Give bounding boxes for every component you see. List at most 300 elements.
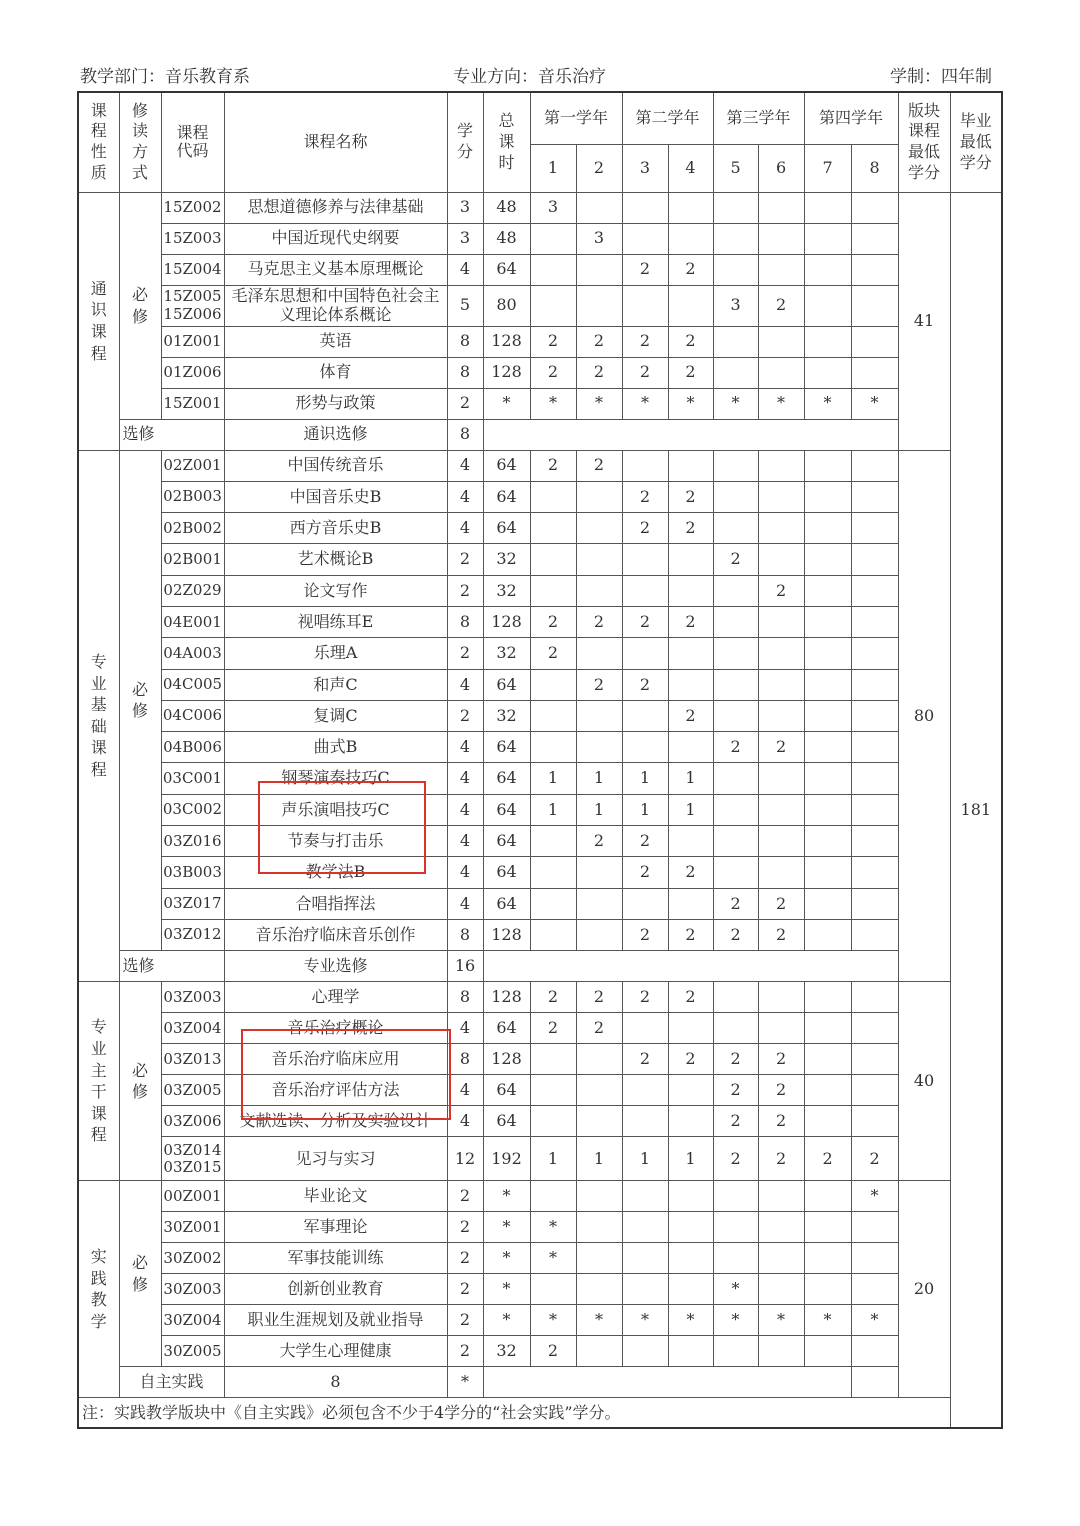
semester-hours: 3 — [530, 192, 576, 223]
semester-hours — [622, 638, 668, 669]
semester-hours — [804, 450, 851, 481]
table-row — [78, 763, 1002, 794]
course-code: 04A003 — [161, 638, 224, 669]
semester-hours — [622, 1075, 668, 1106]
semester-hours — [622, 888, 668, 919]
table-row — [78, 254, 1002, 285]
semester-hours — [530, 857, 576, 888]
semester-hours — [851, 357, 898, 388]
semester-hours — [851, 732, 898, 763]
table-row — [78, 1075, 1002, 1106]
course-code: 30Z004 — [161, 1305, 224, 1336]
semester-hours — [668, 888, 713, 919]
course-code: 03C001 — [161, 763, 224, 794]
semester-hours: * — [530, 1243, 576, 1274]
course-code: 15Z003 — [161, 223, 224, 254]
course-code: 02B001 — [161, 544, 224, 575]
col-header-semester: 2 — [576, 144, 622, 192]
semester-hours: 1 — [668, 1137, 713, 1181]
course-hours: 32 — [483, 544, 530, 575]
semester-hours — [576, 575, 622, 606]
course-name: 中国音乐史B — [224, 481, 447, 512]
semester-hours — [576, 544, 622, 575]
semester-hours — [530, 285, 576, 326]
semester-hours — [530, 1274, 576, 1305]
course-name: 论文写作 — [224, 575, 447, 606]
semester-hours: 2 — [668, 326, 713, 357]
semester-hours — [758, 223, 804, 254]
course-code: 30Z002 — [161, 1243, 224, 1274]
semester-hours — [713, 1181, 758, 1212]
course-hours: 192 — [483, 1137, 530, 1181]
semester-hours — [576, 1075, 622, 1106]
empty-cell — [483, 419, 898, 450]
table-row — [78, 794, 1002, 825]
course-code: 02Z001 — [161, 450, 224, 481]
semester-hours: 2 — [622, 669, 668, 700]
col-header-semester: 4 — [668, 144, 713, 192]
table-row — [78, 638, 1002, 669]
semester-hours — [851, 1013, 898, 1044]
semester-hours — [713, 826, 758, 857]
semester-hours: 2 — [713, 544, 758, 575]
course-name: 节奏与打击乐 — [224, 826, 447, 857]
semester-hours: 2 — [576, 669, 622, 700]
table-row — [78, 575, 1002, 606]
semester-hours — [804, 732, 851, 763]
course-name: 英语 — [224, 326, 447, 357]
table-row — [78, 357, 1002, 388]
col-header-block-min — [898, 92, 950, 192]
semester-hours: * — [622, 1305, 668, 1336]
semester-hours: * — [804, 388, 851, 419]
semester-hours — [758, 1274, 804, 1305]
course-hours: * — [483, 388, 530, 419]
semester-hours: * — [668, 1305, 713, 1336]
semester-hours — [668, 575, 713, 606]
course-credit: 4 — [447, 857, 483, 888]
course-hours: 128 — [483, 357, 530, 388]
semester-hours — [622, 223, 668, 254]
semester-hours — [804, 982, 851, 1013]
semester-hours — [851, 326, 898, 357]
semester-hours: 2 — [622, 826, 668, 857]
semester-hours — [851, 794, 898, 825]
semester-hours — [622, 575, 668, 606]
course-name: 视唱练耳E — [224, 606, 447, 637]
semester-hours: 2 — [576, 357, 622, 388]
course-name: 曲式B — [224, 732, 447, 763]
course-name: 军事理论 — [224, 1212, 447, 1243]
semester-hours: 2 — [622, 326, 668, 357]
table-row — [78, 1137, 1002, 1181]
semester-hours — [804, 254, 851, 285]
semester-hours — [576, 1044, 622, 1075]
semester-hours — [713, 1336, 758, 1367]
semester-hours — [804, 700, 851, 731]
semester-hours — [622, 285, 668, 326]
col-header-semester: 1 — [530, 144, 576, 192]
course-hours: 32 — [483, 575, 530, 606]
course-credit: 4 — [447, 888, 483, 919]
semester-hours: * — [758, 388, 804, 419]
table-row — [78, 951, 1002, 982]
course-code: 03Z012 — [161, 919, 224, 950]
semester-hours: * — [530, 1212, 576, 1243]
semester-hours — [713, 223, 758, 254]
semester-hours — [851, 763, 898, 794]
semester-hours: 2 — [622, 254, 668, 285]
block-min-credit: 80 — [898, 450, 950, 982]
mode-elective: 选修 — [119, 951, 224, 982]
semester-hours — [804, 513, 851, 544]
course-hours: 64 — [483, 857, 530, 888]
semester-hours — [758, 192, 804, 223]
col-header-credit-text: 学分 — [456, 121, 473, 162]
semester-hours — [804, 192, 851, 223]
course-credit: 8 — [447, 919, 483, 950]
semester-hours — [758, 1336, 804, 1367]
semester-hours: 1 — [576, 1137, 622, 1181]
semester-hours — [804, 1181, 851, 1212]
semester-hours — [713, 700, 758, 731]
course-hours: 64 — [483, 888, 530, 919]
course-credit: 4 — [447, 794, 483, 825]
semester-hours: * — [851, 1181, 898, 1212]
semester-hours — [668, 1274, 713, 1305]
semester-hours — [622, 1274, 668, 1305]
col-header-mode-text: 修读方式 — [131, 100, 148, 183]
semester-hours: 1 — [622, 1137, 668, 1181]
course-code: 02Z029 — [161, 575, 224, 606]
section-nature — [78, 982, 119, 1181]
semester-hours — [622, 192, 668, 223]
mode-required-text: 必修 — [131, 679, 148, 721]
table-row — [78, 1212, 1002, 1243]
course-hours: 64 — [483, 481, 530, 512]
table-row — [78, 1243, 1002, 1274]
course-credit: 2 — [447, 388, 483, 419]
course-hours: * — [483, 1274, 530, 1305]
course-hours: 64 — [483, 254, 530, 285]
semester-hours — [622, 544, 668, 575]
semester-hours — [804, 763, 851, 794]
col-header-code-text: 课程代码 — [176, 122, 209, 161]
semester-hours — [576, 638, 622, 669]
course-name: 见习与实习 — [224, 1137, 447, 1181]
course-code: 03Z017 — [161, 888, 224, 919]
course-hours: 128 — [483, 982, 530, 1013]
semester-hours: 2 — [668, 254, 713, 285]
course-name: 通识选修 — [224, 419, 447, 450]
semester-hours — [668, 669, 713, 700]
semester-hours: * — [576, 388, 622, 419]
table-row — [78, 1336, 1002, 1367]
semester-hours — [668, 1106, 713, 1137]
semester-hours: 2 — [758, 919, 804, 950]
table-row — [78, 1305, 1002, 1336]
semester-hours: 2 — [713, 1044, 758, 1075]
semester-hours — [576, 285, 622, 326]
semester-hours: 2 — [668, 357, 713, 388]
course-hours: 64 — [483, 763, 530, 794]
col-header-year: 第二学年 — [622, 92, 713, 144]
col-header-year: 第一学年 — [530, 92, 622, 144]
table-row — [78, 1106, 1002, 1137]
semester-hours: 3 — [713, 285, 758, 326]
course-name: 音乐治疗概论 — [224, 1013, 447, 1044]
semester-hours: 2 — [758, 1075, 804, 1106]
semester-hours: 1 — [576, 794, 622, 825]
semester-hours — [804, 1336, 851, 1367]
semester-hours — [851, 223, 898, 254]
semester-hours — [851, 1243, 898, 1274]
course-credit: 4 — [447, 1075, 483, 1106]
semester-hours — [576, 1106, 622, 1137]
course-hours: 32 — [483, 1336, 530, 1367]
semester-hours — [713, 1013, 758, 1044]
course-hours: * — [483, 1181, 530, 1212]
semester-hours — [758, 1243, 804, 1274]
semester-hours — [713, 513, 758, 544]
semester-hours — [576, 1336, 622, 1367]
course-credit: 4 — [447, 1013, 483, 1044]
empty-cell — [483, 1367, 851, 1398]
semester-hours — [530, 1181, 576, 1212]
course-credit: 2 — [447, 575, 483, 606]
semester-hours — [530, 223, 576, 254]
course-code: 03C002 — [161, 794, 224, 825]
course-code: 04C005 — [161, 669, 224, 700]
semester-hours — [851, 1106, 898, 1137]
semester-hours: 2 — [530, 1336, 576, 1367]
semester-hours: 1 — [530, 794, 576, 825]
semester-hours — [851, 857, 898, 888]
semester-hours — [713, 982, 758, 1013]
course-code: 03Z013 — [161, 1044, 224, 1075]
course-hours: 128 — [483, 1044, 530, 1075]
section-nature — [78, 1181, 119, 1398]
course-name: 音乐治疗评估方法 — [224, 1075, 447, 1106]
table-row — [78, 419, 1002, 450]
col-header-grad-min — [950, 92, 1002, 192]
course-name: 复调C — [224, 700, 447, 731]
course-credit: 2 — [447, 1243, 483, 1274]
semester-hours: 1 — [622, 763, 668, 794]
semester-hours: 2 — [530, 606, 576, 637]
course-credit: 2 — [447, 544, 483, 575]
semester-hours — [576, 888, 622, 919]
semester-hours — [530, 732, 576, 763]
course-name: 中国近现代史纲要 — [224, 223, 447, 254]
course-hours: * — [447, 1367, 483, 1398]
semester-hours: 2 — [804, 1137, 851, 1181]
semester-hours: * — [668, 388, 713, 419]
course-name: 马克思主义基本原理概论 — [224, 254, 447, 285]
course-code: 01Z001 — [161, 326, 224, 357]
table-row — [78, 285, 1002, 326]
col-header-year: 第四学年 — [804, 92, 898, 144]
table-row — [78, 982, 1002, 1013]
table-row — [78, 669, 1002, 700]
course-name: 艺术概论B — [224, 544, 447, 575]
course-code: 15Z004 — [161, 254, 224, 285]
semester-hours: 2 — [576, 826, 622, 857]
semester-hours: 2 — [668, 700, 713, 731]
col-header-mode — [119, 92, 161, 192]
semester-hours — [851, 606, 898, 637]
semester-hours — [804, 1212, 851, 1243]
course-code: 03Z006 — [161, 1106, 224, 1137]
semester-hours — [758, 700, 804, 731]
col-header-nature — [78, 92, 119, 192]
semester-hours — [622, 1013, 668, 1044]
course-credit: 3 — [447, 192, 483, 223]
semester-hours — [804, 326, 851, 357]
col-header-code — [161, 92, 224, 192]
semester-hours — [668, 544, 713, 575]
col-header-grad-min-text: 毕业最低学分 — [959, 111, 992, 172]
semester-hours — [668, 192, 713, 223]
semester-hours: 2 — [622, 481, 668, 512]
semester-hours — [530, 826, 576, 857]
semester-hours: * — [713, 388, 758, 419]
course-code: 04E001 — [161, 606, 224, 637]
course-name: 中国传统音乐 — [224, 450, 447, 481]
semester-hours — [758, 544, 804, 575]
course-name: 文献选读、分析及实验设计 — [224, 1106, 447, 1137]
semester-hours — [622, 1336, 668, 1367]
semester-hours — [804, 1075, 851, 1106]
semester-hours — [804, 481, 851, 512]
semester-hours — [530, 254, 576, 285]
semester-hours — [804, 857, 851, 888]
semester-hours — [851, 1075, 898, 1106]
semester-hours: 2 — [622, 982, 668, 1013]
semester-hours — [851, 700, 898, 731]
table-row — [78, 388, 1002, 419]
mode-required — [119, 1181, 161, 1367]
semester-hours — [804, 223, 851, 254]
semester-hours — [668, 638, 713, 669]
col-header-year: 第三学年 — [713, 92, 804, 144]
semester-hours — [576, 700, 622, 731]
grad-min-credit: 181 — [950, 192, 1002, 1428]
course-hours: 64 — [483, 826, 530, 857]
semester-hours — [576, 857, 622, 888]
semester-hours — [530, 1106, 576, 1137]
course-hours: 64 — [483, 1013, 530, 1044]
course-name: 毛泽东思想和中国特色社会主义理论体系概论 — [224, 285, 447, 326]
semester-hours — [622, 700, 668, 731]
semester-hours — [530, 700, 576, 731]
course-credit: 4 — [447, 732, 483, 763]
semester-hours: 2 — [622, 919, 668, 950]
semester-hours — [851, 192, 898, 223]
semester-hours: 2 — [758, 1137, 804, 1181]
table-row — [78, 481, 1002, 512]
mode-required — [119, 192, 161, 419]
semester-hours: 2 — [622, 857, 668, 888]
course-hours: 64 — [483, 732, 530, 763]
semester-hours — [668, 732, 713, 763]
semester-hours — [851, 919, 898, 950]
block-min-credit: 41 — [898, 192, 950, 450]
semester-hours: 2 — [713, 1106, 758, 1137]
semester-hours — [576, 919, 622, 950]
semester-hours — [668, 1075, 713, 1106]
course-code: 30Z003 — [161, 1274, 224, 1305]
semester-hours: 2 — [622, 513, 668, 544]
semester-hours — [851, 450, 898, 481]
table-row — [78, 857, 1002, 888]
semester-hours: 2 — [758, 1106, 804, 1137]
semester-hours — [530, 575, 576, 606]
course-code: 03B003 — [161, 857, 224, 888]
semester-hours — [576, 192, 622, 223]
course-name: 合唱指挥法 — [224, 888, 447, 919]
semester-hours — [804, 1274, 851, 1305]
semester-hours: 2 — [668, 857, 713, 888]
table-row — [78, 326, 1002, 357]
table-row — [78, 888, 1002, 919]
course-hours: * — [483, 1212, 530, 1243]
highlight-box-2 — [241, 1029, 451, 1120]
semester-hours: 1 — [576, 763, 622, 794]
col-header-semester: 7 — [804, 144, 851, 192]
semester-hours — [804, 669, 851, 700]
course-credit: 5 — [447, 285, 483, 326]
semester-hours — [804, 575, 851, 606]
table-row — [78, 513, 1002, 544]
col-header-name: 课程名称 — [224, 92, 447, 192]
semester-hours: 2 — [668, 513, 713, 544]
semester-hours — [758, 763, 804, 794]
semester-hours — [713, 1243, 758, 1274]
table-row — [78, 1274, 1002, 1305]
semester-hours: 1 — [622, 794, 668, 825]
course-credit: 8 — [447, 982, 483, 1013]
semester-hours — [530, 1075, 576, 1106]
mode-elective: 选修 — [119, 419, 224, 450]
semester-hours: 2 — [530, 450, 576, 481]
semester-hours — [758, 450, 804, 481]
table-row — [78, 919, 1002, 950]
semester-hours: 1 — [530, 763, 576, 794]
semester-hours — [851, 826, 898, 857]
course-credit: 3 — [447, 223, 483, 254]
table-row — [78, 450, 1002, 481]
semester-hours: * — [758, 1305, 804, 1336]
course-name: 军事技能训练 — [224, 1243, 447, 1274]
semester-hours — [668, 1181, 713, 1212]
semester-hours — [804, 285, 851, 326]
course-name: 体育 — [224, 357, 447, 388]
semester-hours — [804, 826, 851, 857]
semester-hours — [758, 857, 804, 888]
semester-hours — [668, 450, 713, 481]
course-hours: 80 — [483, 285, 530, 326]
semester-hours: 2 — [713, 732, 758, 763]
semester-hours: 2 — [758, 575, 804, 606]
course-code: 04C006 — [161, 700, 224, 731]
semester-hours — [576, 1274, 622, 1305]
course-name: 音乐治疗临床应用 — [224, 1044, 447, 1075]
semester-hours — [576, 254, 622, 285]
course-hours: 64 — [483, 1106, 530, 1137]
course-name: 声乐演唱技巧C — [224, 794, 447, 825]
semester-hours — [758, 1212, 804, 1243]
